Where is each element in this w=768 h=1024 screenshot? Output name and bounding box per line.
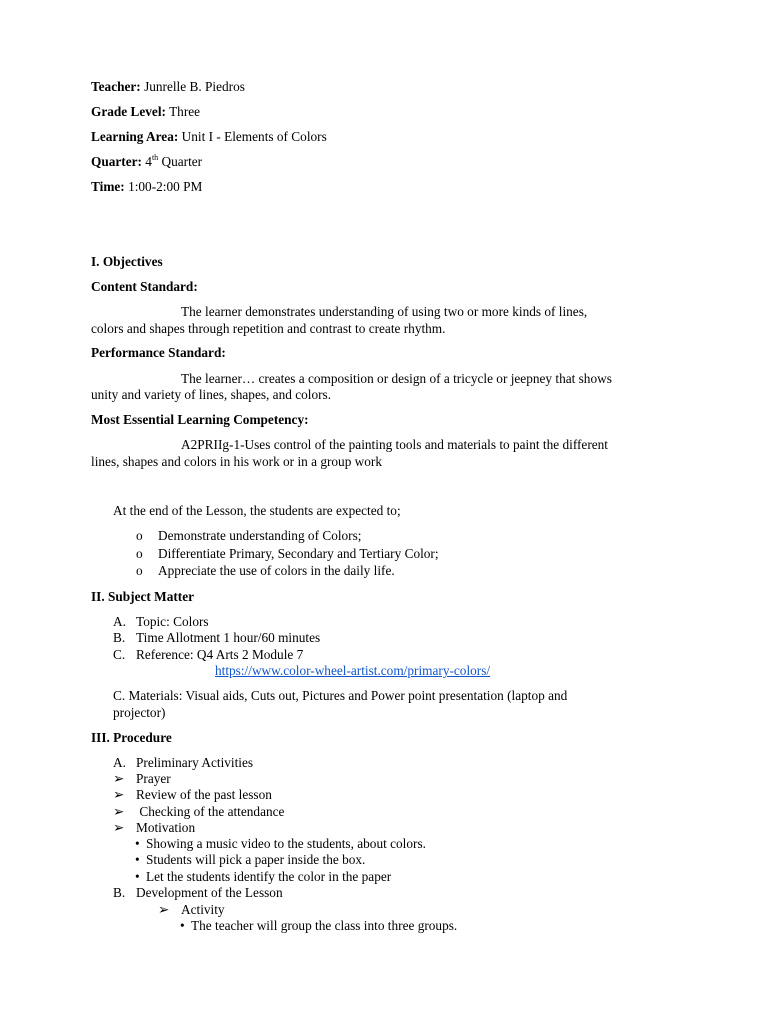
learning-area-label: Learning Area: bbox=[91, 129, 179, 144]
subject-marker-c: C. bbox=[113, 647, 126, 662]
procedure-heading: III. Procedure bbox=[91, 730, 172, 745]
learning-area-line bbox=[91, 129, 327, 146]
subject-reference: Reference: Q4 Arts 2 Module 7 bbox=[136, 647, 304, 662]
objective-bullet-icon: o bbox=[136, 546, 143, 561]
motivation-item: Students will pick a paper inside the box. bbox=[146, 852, 366, 867]
dot-bullet-icon: • bbox=[135, 852, 140, 867]
dot-bullet-icon: • bbox=[180, 918, 185, 933]
procedure-step: Motivation bbox=[136, 820, 196, 835]
learning-area-value: Unit I - Elements of Colors bbox=[181, 129, 327, 144]
objective-bullet-icon: o bbox=[136, 563, 143, 578]
procedure-step: Review of the past lesson bbox=[136, 787, 272, 802]
materials-line-1: C. Materials: Visual aids, Cuts out, Pictures and Power point presentation (laptop and bbox=[113, 688, 568, 703]
subject-time-allotment: Time Allotment 1 hour/60 minutes bbox=[136, 630, 321, 645]
activity-label: Activity bbox=[181, 902, 225, 917]
arrow-bullet-icon: ➢ bbox=[158, 902, 170, 917]
subject-marker-b: B. bbox=[113, 630, 126, 645]
time-line bbox=[91, 179, 202, 196]
preliminary-activities: Preliminary Activities bbox=[136, 755, 254, 770]
objective-item: Demonstrate understanding of Colors; bbox=[158, 528, 362, 543]
time-value: 1:00-2:00 PM bbox=[128, 179, 203, 194]
motivation-item: Showing a music video to the students, about colors. bbox=[146, 836, 426, 851]
arrow-bullet-icon: ➢ bbox=[113, 804, 125, 819]
procedure-marker-b: B. bbox=[113, 885, 126, 900]
time-label: Time: bbox=[91, 179, 125, 194]
melc-line-2: lines, shapes and colors in his work or in a group work bbox=[91, 454, 383, 469]
performance-standard-line-2: unity and variety of lines, shapes, and colors. bbox=[91, 387, 332, 402]
subject-topic: Topic: Colors bbox=[136, 614, 209, 629]
quarter-superscript: th bbox=[151, 152, 159, 162]
grade-label: Grade Level: bbox=[91, 104, 166, 119]
quarter-number: 4 bbox=[145, 154, 152, 169]
objectives-heading: I. Objectives bbox=[91, 254, 163, 269]
motivation-item: Let the students identify the color in the paper bbox=[146, 869, 392, 884]
reference-link[interactable]: https://www.color-wheel-artist.com/primary-colors/ bbox=[215, 663, 491, 678]
procedure-step: Prayer bbox=[136, 771, 171, 786]
development-of-lesson: Development of the Lesson bbox=[136, 885, 283, 900]
objective-bullet-icon: o bbox=[136, 528, 143, 543]
expected-intro: At the end of the Lesson, the students are expected to; bbox=[113, 503, 401, 518]
performance-standard-label: Performance Standard: bbox=[91, 345, 226, 360]
grade-value: Three bbox=[169, 104, 201, 119]
dot-bullet-icon: • bbox=[135, 869, 140, 884]
content-standard-line-2: colors and shapes through repetition and contrast to create rhythm. bbox=[91, 321, 446, 336]
subject-marker-a: A. bbox=[113, 614, 126, 629]
melc-label: Most Essential Learning Competency: bbox=[91, 412, 309, 427]
objective-item: Differentiate Primary, Secondary and Tertiary Color; bbox=[158, 546, 439, 561]
procedure-marker-a: A. bbox=[113, 755, 126, 770]
arrow-bullet-icon: ➢ bbox=[113, 787, 125, 802]
dot-bullet-icon: • bbox=[135, 836, 140, 851]
materials-line-2: projector) bbox=[113, 705, 166, 720]
activity-item: The teacher will group the class into three groups. bbox=[191, 918, 458, 933]
quarter-word: Quarter bbox=[161, 154, 203, 169]
melc-line-1: A2PRIIg-1-Uses control of the painting tools and materials to paint the different bbox=[181, 437, 609, 452]
arrow-bullet-icon: ➢ bbox=[113, 820, 125, 835]
teacher-line bbox=[91, 79, 245, 96]
objective-item: Appreciate the use of colors in the daily life. bbox=[158, 563, 395, 578]
grade-line bbox=[91, 104, 200, 121]
subject-matter-heading: II. Subject Matter bbox=[91, 589, 195, 604]
performance-standard-line-1: The learner… creates a composition or design of a tricycle or jeepney that shows bbox=[181, 371, 612, 386]
teacher-label: Teacher: bbox=[91, 79, 141, 94]
content-standard-label: Content Standard: bbox=[91, 279, 198, 294]
teacher-value: Junrelle B. Piedros bbox=[144, 79, 245, 94]
quarter-line bbox=[91, 154, 202, 171]
arrow-bullet-icon: ➢ bbox=[113, 771, 125, 786]
quarter-label: Quarter: bbox=[91, 154, 142, 169]
content-standard-line-1: The learner demonstrates understanding of using two or more kinds of lines, bbox=[181, 304, 588, 319]
procedure-step: Checking of the attendance bbox=[136, 804, 285, 819]
